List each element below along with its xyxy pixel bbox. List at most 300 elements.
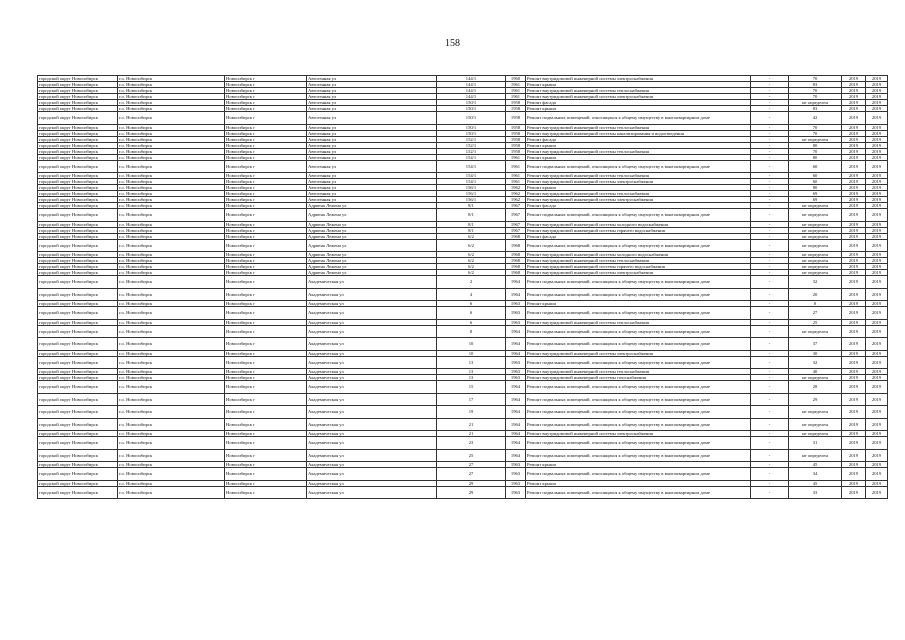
cell-settlement: г.о. Новосибирск [118, 239, 225, 252]
cell-locality: Новосибирск г [225, 462, 307, 468]
cell-build-year: 1963 [506, 356, 526, 369]
cell-build-year: 1963 [506, 307, 526, 320]
cell-settlement: г.о. Новосибирск [118, 468, 225, 481]
cell-locality: Новосибирск г [225, 264, 307, 270]
cell-wear-percent: не определен [789, 418, 842, 431]
cell-build-year: 1968 [506, 233, 526, 239]
cell-settlement: г.о. Новосибирск [118, 288, 225, 301]
cell-build-year: 1963 [506, 462, 526, 468]
cell-dash: - [751, 233, 789, 239]
table-row [38, 381, 888, 394]
cell-plan-year-end: 2019 [866, 154, 888, 160]
cell-plan-year-end: 2019 [866, 142, 888, 148]
cell-locality: Новосибирск г [225, 197, 307, 203]
cell-dash: - [751, 406, 789, 419]
cell-municipal-district: городской округ Новосибирск [38, 76, 118, 82]
cell-plan-year-start: 2019 [842, 148, 866, 154]
cell-street: Автогенная ул [307, 197, 437, 203]
cell-build-year: 1958 [506, 148, 526, 154]
cell-house-number: 13 [437, 356, 506, 369]
cell-wear-percent: 80 [789, 185, 842, 191]
cell-wear-percent: не определен [789, 258, 842, 264]
cell-plan-year-end: 2019 [866, 136, 888, 142]
cell-wear-percent: 70 [789, 88, 842, 94]
cell-settlement: г.о. Новосибирск [118, 252, 225, 258]
cell-wear-percent: не определен [789, 252, 842, 258]
cell-plan-year-end: 2019 [866, 203, 888, 209]
cell-work-type: Ремонт крыши [526, 480, 751, 486]
cell-wear-percent: не определен [789, 209, 842, 222]
cell-wear-percent: не определен [789, 325, 842, 338]
cell-plan-year-end: 2019 [866, 209, 888, 222]
cell-street: Автогенная ул [307, 179, 437, 185]
cell-build-year: 1968 [506, 258, 526, 264]
table-row [38, 356, 888, 369]
table-row [38, 288, 888, 301]
cell-plan-year-start: 2019 [842, 480, 866, 486]
cell-house-number: 8/1 [437, 209, 506, 222]
cell-work-type: Ремонт подвальных помещений, относящихся к общему имуществу в многоквартирном доме [526, 486, 751, 499]
table-row [38, 160, 888, 173]
cell-plan-year-end: 2019 [866, 468, 888, 481]
cell-municipal-district: городской округ Новосибирск [38, 338, 118, 351]
cell-plan-year-start: 2019 [842, 142, 866, 148]
cell-wear-percent: 32 [789, 276, 842, 289]
cell-street: Автогенная ул [307, 142, 437, 148]
cell-street: Адриена Лежена ул [307, 239, 437, 252]
cell-municipal-district: городской округ Новосибирск [38, 270, 118, 276]
cell-house-number: 21 [437, 431, 506, 437]
cell-work-type: Ремонт внутридомовой инженерной системы электроснабжения [526, 94, 751, 100]
cell-work-type: Ремонт подвальных помещений, относящихся к общему имуществу в многоквартирном доме [526, 112, 751, 125]
cell-plan-year-end: 2019 [866, 325, 888, 338]
cell-work-type: Ремонт фасада [526, 100, 751, 106]
cell-settlement: г.о. Новосибирск [118, 449, 225, 462]
cell-wear-percent: 0 [789, 301, 842, 307]
cell-locality: Новосибирск г [225, 418, 307, 431]
cell-work-type: Ремонт внутридомовой инженерной системы электроснабжения [526, 197, 751, 203]
cell-municipal-district: городской округ Новосибирск [38, 136, 118, 142]
cell-plan-year-start: 2019 [842, 325, 866, 338]
cell-municipal-district: городской округ Новосибирск [38, 462, 118, 468]
cell-wear-percent: 70 [789, 94, 842, 100]
cell-municipal-district: городской округ Новосибирск [38, 130, 118, 136]
cell-dash: - [751, 276, 789, 289]
cell-municipal-district: городской округ Новосибирск [38, 486, 118, 499]
cell-street: Адриена Лежена ул [307, 252, 437, 258]
cell-work-type: Ремонт внутридомовой инженерной системы канализирования и водоотведения [526, 130, 751, 136]
cell-plan-year-end: 2019 [866, 369, 888, 375]
cell-locality: Новосибирск г [225, 76, 307, 82]
cell-build-year: 1963 [506, 369, 526, 375]
cell-build-year: 1963 [506, 301, 526, 307]
cell-street: Академическая ул [307, 431, 437, 437]
cell-municipal-district: городской округ Новосибирск [38, 203, 118, 209]
cell-plan-year-end: 2019 [866, 449, 888, 462]
cell-work-type: Ремонт фасада [526, 203, 751, 209]
cell-plan-year-start: 2019 [842, 227, 866, 233]
cell-wear-percent: 29 [789, 393, 842, 406]
cell-street: Автогенная ул [307, 154, 437, 160]
cell-plan-year-start: 2019 [842, 307, 866, 320]
cell-locality: Новосибирск г [225, 468, 307, 481]
cell-locality: Новосибирск г [225, 82, 307, 88]
cell-plan-year-end: 2019 [866, 264, 888, 270]
cell-wear-percent: 31 [789, 437, 842, 450]
cell-house-number: 10 [437, 350, 506, 356]
cell-street: Академическая ул [307, 288, 437, 301]
cell-wear-percent: 34 [789, 468, 842, 481]
cell-house-number: 13 [437, 375, 506, 381]
cell-house-number: 4 [437, 288, 506, 301]
cell-municipal-district: городской округ Новосибирск [38, 154, 118, 160]
cell-plan-year-end: 2019 [866, 233, 888, 239]
repair-register-table [37, 75, 888, 499]
cell-dash: - [751, 375, 789, 381]
cell-plan-year-end: 2019 [866, 431, 888, 437]
cell-locality: Новосибирск г [225, 160, 307, 173]
cell-wear-percent: 45 [789, 462, 842, 468]
cell-municipal-district: городской округ Новосибирск [38, 264, 118, 270]
cell-locality: Новосибирск г [225, 185, 307, 191]
cell-settlement: г.о. Новосибирск [118, 338, 225, 351]
cell-settlement: г.о. Новосибирск [118, 437, 225, 450]
cell-dash: - [751, 356, 789, 369]
cell-work-type: Ремонт подвальных помещений, относящихся к общему имуществу в многоквартирном доме [526, 325, 751, 338]
cell-build-year: 1958 [506, 100, 526, 106]
cell-street: Адриена Лежена ул [307, 209, 437, 222]
cell-locality: Новосибирск г [225, 221, 307, 227]
cell-plan-year-end: 2019 [866, 406, 888, 419]
cell-dash: - [751, 82, 789, 88]
cell-wear-percent: не определен [789, 264, 842, 270]
cell-settlement: г.о. Новосибирск [118, 76, 225, 82]
cell-dash: - [751, 185, 789, 191]
cell-settlement: г.о. Новосибирск [118, 160, 225, 173]
cell-municipal-district: городской округ Новосибирск [38, 381, 118, 394]
cell-house-number: 154/1 [437, 160, 506, 173]
cell-house-number: 150/1 [437, 106, 506, 112]
cell-house-number: 27 [437, 468, 506, 481]
cell-build-year: 1963 [506, 486, 526, 499]
cell-settlement: г.о. Новосибирск [118, 319, 225, 325]
cell-work-type: Ремонт внутридомовой инженерной системы электроснабжения [526, 431, 751, 437]
cell-dash: - [751, 197, 789, 203]
cell-settlement: г.о. Новосибирск [118, 356, 225, 369]
cell-locality: Новосибирск г [225, 437, 307, 450]
cell-house-number: 6/2 [437, 258, 506, 264]
cell-plan-year-start: 2019 [842, 369, 866, 375]
cell-settlement: г.о. Новосибирск [118, 100, 225, 106]
cell-dash: - [751, 136, 789, 142]
cell-work-type: Ремонт внутридомовой инженерной системы теплоснабжения [526, 88, 751, 94]
cell-wear-percent: не определен [789, 406, 842, 419]
cell-wear-percent: 83 [789, 106, 842, 112]
cell-settlement: г.о. Новосибирск [118, 124, 225, 130]
cell-plan-year-start: 2019 [842, 258, 866, 264]
cell-wear-percent: не определен [789, 431, 842, 437]
cell-work-type: Ремонт крыши [526, 185, 751, 191]
cell-build-year: 1967 [506, 209, 526, 222]
cell-wear-percent: 70 [789, 148, 842, 154]
cell-wear-percent: не определен [789, 221, 842, 227]
cell-build-year: 1968 [506, 264, 526, 270]
cell-locality: Новосибирск г [225, 227, 307, 233]
cell-plan-year-start: 2019 [842, 319, 866, 325]
cell-work-type: Ремонт внутридомовой инженерной системы теплоснабжения [526, 173, 751, 179]
cell-municipal-district: городской округ Новосибирск [38, 258, 118, 264]
cell-work-type: Ремонт внутридомовой инженерной системы теплоснабжения [526, 369, 751, 375]
cell-dash: - [751, 418, 789, 431]
cell-municipal-district: городской округ Новосибирск [38, 252, 118, 258]
cell-locality: Новосибирск г [225, 130, 307, 136]
cell-plan-year-end: 2019 [866, 437, 888, 450]
cell-street: Академическая ул [307, 276, 437, 289]
cell-settlement: г.о. Новосибирск [118, 480, 225, 486]
cell-street: Академическая ул [307, 462, 437, 468]
cell-wear-percent: 70 [789, 76, 842, 82]
cell-settlement: г.о. Новосибирск [118, 381, 225, 394]
cell-dash: - [751, 288, 789, 301]
cell-plan-year-start: 2019 [842, 154, 866, 160]
cell-plan-year-start: 2019 [842, 197, 866, 203]
cell-locality: Новосибирск г [225, 369, 307, 375]
cell-plan-year-start: 2019 [842, 191, 866, 197]
cell-dash: - [751, 480, 789, 486]
cell-settlement: г.о. Новосибирск [118, 179, 225, 185]
cell-municipal-district: городской округ Новосибирск [38, 350, 118, 356]
cell-street: Автогенная ул [307, 130, 437, 136]
cell-wear-percent: 32 [789, 356, 842, 369]
cell-locality: Новосибирск г [225, 203, 307, 209]
cell-work-type: Ремонт внутридомовой инженерной системы горячего водоснабжения [526, 264, 751, 270]
cell-wear-percent: 80 [789, 154, 842, 160]
cell-work-type: Ремонт подвальных помещений, относящихся к общему имуществу в многоквартирном доме [526, 449, 751, 462]
cell-street: Автогенная ул [307, 106, 437, 112]
cell-plan-year-start: 2019 [842, 462, 866, 468]
cell-municipal-district: городской округ Новосибирск [38, 449, 118, 462]
cell-wear-percent: 70 [789, 124, 842, 130]
cell-plan-year-end: 2019 [866, 239, 888, 252]
cell-build-year: 1964 [506, 418, 526, 431]
cell-street: Автогенная ул [307, 160, 437, 173]
cell-build-year: 1964 [506, 381, 526, 394]
cell-street: Академическая ул [307, 406, 437, 419]
cell-locality: Новосибирск г [225, 393, 307, 406]
cell-dash: - [751, 462, 789, 468]
cell-work-type: Ремонт крыши [526, 142, 751, 148]
cell-municipal-district: городской округ Новосибирск [38, 288, 118, 301]
cell-settlement: г.о. Новосибирск [118, 264, 225, 270]
cell-house-number: 152/1 [437, 136, 506, 142]
cell-plan-year-end: 2019 [866, 112, 888, 125]
cell-municipal-district: городской округ Новосибирск [38, 112, 118, 125]
cell-municipal-district: городской округ Новосибирск [38, 276, 118, 289]
cell-settlement: г.о. Новосибирск [118, 418, 225, 431]
cell-dash: - [751, 76, 789, 82]
cell-dash: - [751, 468, 789, 481]
cell-plan-year-start: 2019 [842, 160, 866, 173]
cell-build-year: 1964 [506, 437, 526, 450]
cell-settlement: г.о. Новосибирск [118, 203, 225, 209]
cell-work-type: Ремонт внутридомовой инженерной системы холодного водоснабжения [526, 221, 751, 227]
cell-locality: Новосибирск г [225, 449, 307, 462]
cell-street: Автогенная ул [307, 136, 437, 142]
cell-house-number: 27 [437, 462, 506, 468]
cell-plan-year-end: 2019 [866, 197, 888, 203]
cell-municipal-district: городской округ Новосибирск [38, 82, 118, 88]
cell-build-year: 1964 [506, 338, 526, 351]
cell-locality: Новосибирск г [225, 301, 307, 307]
cell-locality: Новосибирск г [225, 239, 307, 252]
cell-locality: Новосибирск г [225, 94, 307, 100]
cell-municipal-district: городской округ Новосибирск [38, 191, 118, 197]
cell-dash: - [751, 486, 789, 499]
cell-plan-year-end: 2019 [866, 393, 888, 406]
cell-wear-percent: не определен [789, 203, 842, 209]
cell-settlement: г.о. Новосибирск [118, 486, 225, 499]
cell-work-type: Ремонт внутридомовой инженерной системы горячего водоснабжения [526, 227, 751, 233]
cell-municipal-district: городской округ Новосибирск [38, 393, 118, 406]
cell-plan-year-start: 2019 [842, 82, 866, 88]
cell-dash: - [751, 381, 789, 394]
cell-settlement: г.о. Новосибирск [118, 130, 225, 136]
cell-work-type: Ремонт крыши [526, 301, 751, 307]
cell-plan-year-end: 2019 [866, 100, 888, 106]
cell-house-number: 156/1 [437, 191, 506, 197]
cell-plan-year-end: 2019 [866, 185, 888, 191]
cell-wear-percent: не определен [789, 100, 842, 106]
cell-locality: Новосибирск г [225, 258, 307, 264]
cell-plan-year-end: 2019 [866, 301, 888, 307]
cell-build-year: 1962 [506, 185, 526, 191]
cell-street: Академическая ул [307, 350, 437, 356]
cell-work-type: Ремонт внутридомовой инженерной системы электроснабжения [526, 270, 751, 276]
cell-work-type: Ремонт внутридомовой инженерной системы теплоснабжения [526, 258, 751, 264]
cell-house-number: 152/1 [437, 148, 506, 154]
cell-dash: - [751, 94, 789, 100]
cell-house-number: 6/2 [437, 233, 506, 239]
cell-plan-year-start: 2019 [842, 449, 866, 462]
cell-municipal-district: городской округ Новосибирск [38, 325, 118, 338]
cell-locality: Новосибирск г [225, 233, 307, 239]
cell-settlement: г.о. Новосибирск [118, 106, 225, 112]
cell-work-type: Ремонт внутридомовой инженерной системы газоснабжения [526, 375, 751, 381]
cell-work-type: Ремонт подвальных помещений, относящихся к общему имуществу в многоквартирном доме [526, 437, 751, 450]
cell-street: Академическая ул [307, 319, 437, 325]
cell-plan-year-start: 2019 [842, 486, 866, 499]
cell-plan-year-start: 2019 [842, 338, 866, 351]
cell-plan-year-end: 2019 [866, 82, 888, 88]
cell-wear-percent: не определен [789, 449, 842, 462]
cell-street: Академическая ул [307, 486, 437, 499]
cell-street: Автогенная ул [307, 112, 437, 125]
cell-plan-year-end: 2019 [866, 288, 888, 301]
cell-municipal-district: городской округ Новосибирск [38, 356, 118, 369]
cell-settlement: г.о. Новосибирск [118, 462, 225, 468]
cell-wear-percent: не определен [789, 227, 842, 233]
cell-locality: Новосибирск г [225, 252, 307, 258]
cell-street: Автогенная ул [307, 124, 437, 130]
cell-locality: Новосибирск г [225, 381, 307, 394]
cell-house-number: 29 [437, 480, 506, 486]
cell-plan-year-start: 2019 [842, 437, 866, 450]
cell-municipal-district: городской округ Новосибирск [38, 88, 118, 94]
cell-dash: - [751, 154, 789, 160]
cell-plan-year-end: 2019 [866, 319, 888, 325]
table-row [38, 418, 888, 431]
cell-settlement: г.о. Новосибирск [118, 136, 225, 142]
cell-street: Академическая ул [307, 369, 437, 375]
cell-dash: - [751, 239, 789, 252]
cell-dash: - [751, 270, 789, 276]
cell-wear-percent: 40 [789, 369, 842, 375]
cell-house-number: 156/1 [437, 197, 506, 203]
cell-plan-year-end: 2019 [866, 130, 888, 136]
cell-build-year: 1967 [506, 227, 526, 233]
cell-dash: - [751, 106, 789, 112]
cell-work-type: Ремонт подвальных помещений, относящихся к общему имуществу в многоквартирном доме [526, 468, 751, 481]
cell-street: Автогенная ул [307, 94, 437, 100]
table-row [38, 338, 888, 351]
cell-settlement: г.о. Новосибирск [118, 270, 225, 276]
cell-build-year: 1964 [506, 406, 526, 419]
cell-house-number: 21 [437, 418, 506, 431]
cell-wear-percent: не определен [789, 375, 842, 381]
cell-house-number: 10 [437, 338, 506, 351]
cell-plan-year-start: 2019 [842, 136, 866, 142]
cell-settlement: г.о. Новосибирск [118, 112, 225, 125]
cell-street: Академическая ул [307, 449, 437, 462]
cell-house-number: 6 [437, 319, 506, 325]
cell-build-year: 1968 [506, 252, 526, 258]
cell-plan-year-end: 2019 [866, 307, 888, 320]
cell-wear-percent: 30 [789, 350, 842, 356]
cell-locality: Новосибирск г [225, 100, 307, 106]
cell-build-year: 1961 [506, 154, 526, 160]
cell-dash: - [751, 221, 789, 227]
cell-plan-year-start: 2019 [842, 393, 866, 406]
cell-locality: Новосибирск г [225, 106, 307, 112]
cell-house-number: 150/1 [437, 130, 506, 136]
cell-settlement: г.о. Новосибирск [118, 375, 225, 381]
cell-municipal-district: городской округ Новосибирск [38, 173, 118, 179]
cell-build-year: 1962 [506, 191, 526, 197]
cell-work-type: Ремонт фасада [526, 136, 751, 142]
cell-street: Автогенная ул [307, 185, 437, 191]
cell-locality: Новосибирск г [225, 270, 307, 276]
cell-municipal-district: городской округ Новосибирск [38, 124, 118, 130]
cell-street: Академическая ул [307, 375, 437, 381]
cell-work-type: Ремонт внутридомовой инженерной системы электроснабжения [526, 179, 751, 185]
cell-street: Академическая ул [307, 393, 437, 406]
cell-municipal-district: городской округ Новосибирск [38, 197, 118, 203]
cell-plan-year-end: 2019 [866, 106, 888, 112]
cell-build-year: 1968 [506, 239, 526, 252]
cell-locality: Новосибирск г [225, 136, 307, 142]
cell-municipal-district: городской округ Новосибирск [38, 209, 118, 222]
cell-build-year: 1958 [506, 142, 526, 148]
cell-work-type: Ремонт внутридомовой инженерной системы электроснабжения [526, 350, 751, 356]
table-row [38, 325, 888, 338]
table-row [38, 393, 888, 406]
cell-work-type: Ремонт крыши [526, 154, 751, 160]
cell-wear-percent: 60 [789, 160, 842, 173]
cell-dash: - [751, 227, 789, 233]
cell-street: Адриена Лежена ул [307, 233, 437, 239]
table-row [38, 239, 888, 252]
cell-street: Автогенная ул [307, 148, 437, 154]
